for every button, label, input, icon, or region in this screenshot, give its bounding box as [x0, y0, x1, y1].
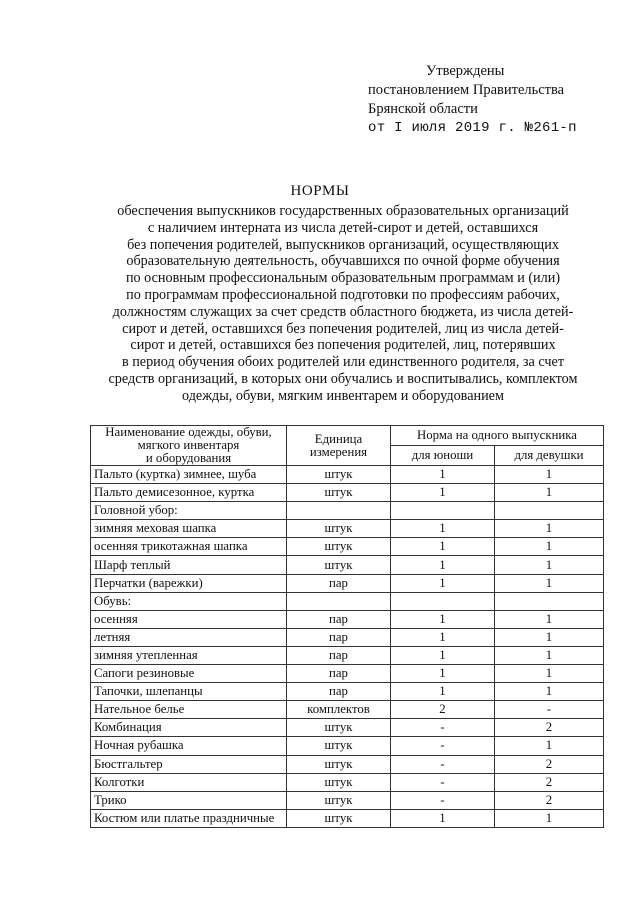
- cell-unit: штук: [287, 484, 391, 502]
- table-row: [91, 520, 604, 538]
- table-row: [91, 556, 604, 574]
- table-header-row: [91, 426, 604, 446]
- header-name-line-3: и оборудования: [145, 451, 232, 465]
- cell-girls: 1: [495, 520, 604, 538]
- cell-girls: 2: [495, 719, 604, 737]
- cell-name: Тапочки, шлепанцы: [91, 683, 287, 701]
- cell-unit: штук: [287, 755, 391, 773]
- cell-unit: пар: [287, 646, 391, 664]
- cell-unit: штук: [287, 809, 391, 827]
- cell-boys: 1: [391, 538, 495, 556]
- header-girls: для девушки: [495, 446, 604, 466]
- table-body: [91, 466, 604, 828]
- table-row: [91, 701, 604, 719]
- document-title: НОРМЫ: [290, 183, 350, 199]
- cell-girls: 1: [495, 646, 604, 664]
- subtitle-line: с наличием интерната из числа детей-сирот и детей, оставшихся: [147, 219, 539, 236]
- table-row: [91, 592, 604, 610]
- cell-boys: -: [391, 719, 495, 737]
- cell-unit: штук: [287, 737, 391, 755]
- subtitle-line: без попечения родителей, выпускников организаций, осуществляющих: [127, 236, 559, 253]
- cell-unit: пар: [287, 665, 391, 683]
- table-row: [91, 646, 604, 664]
- header-unit-line-1: Единица: [314, 431, 363, 446]
- subtitle-line: обеспечения выпускников государственных образовательных организаций: [117, 203, 569, 219]
- approval-line-1: постановлением Правительства: [368, 82, 565, 98]
- cell-name: летняя: [91, 628, 287, 646]
- table-row: [91, 538, 604, 556]
- cell-girls: 1: [495, 809, 604, 827]
- cell-girls: 1: [495, 665, 604, 683]
- cell-girls: [495, 502, 604, 520]
- header-item-name: [91, 426, 287, 466]
- cell-girls: 1: [495, 628, 604, 646]
- cell-name: Ночная рубашка: [91, 737, 287, 755]
- subtitle-line: по основным профессиональным образовательным программам и (или): [125, 270, 561, 287]
- table-row: [91, 773, 604, 791]
- header-name-line-1: Наименование одежды, обуви,: [105, 425, 272, 439]
- cell-boys: -: [391, 737, 495, 755]
- header-name-line-2: мягкого инвентаря: [137, 438, 240, 452]
- cell-boys: 1: [391, 610, 495, 628]
- table-row: [91, 628, 604, 646]
- cell-girls: 1: [495, 737, 604, 755]
- cell-girls: 2: [495, 755, 604, 773]
- cell-name: осенняя трикотажная шапка: [91, 538, 287, 556]
- cell-unit: штук: [287, 520, 391, 538]
- cell-boys: 1: [391, 683, 495, 701]
- cell-name: зимняя меховая шапка: [91, 520, 287, 538]
- table-row: [91, 809, 604, 827]
- cell-boys: 1: [391, 646, 495, 664]
- cell-name: зимняя утепленная: [91, 646, 287, 664]
- table-row: [91, 719, 604, 737]
- cell-name: Перчатки (варежки): [91, 574, 287, 592]
- cell-boys: -: [391, 755, 495, 773]
- subtitle-line: в период обучения обоих родителей или единственного родителя, за счет: [121, 354, 565, 371]
- cell-name: Обувь:: [91, 592, 287, 610]
- table-row: [91, 683, 604, 701]
- table-row: [91, 610, 604, 628]
- cell-name: Комбинация: [91, 719, 287, 737]
- table-row: [91, 574, 604, 592]
- cell-boys: 2: [391, 701, 495, 719]
- cell-unit: штук: [287, 719, 391, 737]
- cell-unit: штук: [287, 773, 391, 791]
- cell-boys: 1: [391, 484, 495, 502]
- norms-table: [90, 425, 604, 828]
- subtitle-line: средств организаций, в которых они обучались и воспитывались, комплектом: [108, 370, 578, 387]
- cell-girls: [495, 592, 604, 610]
- cell-girls: 1: [495, 466, 604, 484]
- cell-unit: пар: [287, 628, 391, 646]
- cell-girls: 1: [495, 556, 604, 574]
- cell-girls: 2: [495, 791, 604, 809]
- cell-boys: 1: [391, 466, 495, 484]
- cell-name: Трико: [91, 791, 287, 809]
- cell-boys: -: [391, 791, 495, 809]
- cell-unit: комплектов: [287, 701, 391, 719]
- table-row: [91, 484, 604, 502]
- cell-girls: 1: [495, 538, 604, 556]
- cell-unit: пар: [287, 610, 391, 628]
- header-norm: Норма на одного выпускника: [391, 426, 604, 446]
- cell-unit: пар: [287, 683, 391, 701]
- table-row: [91, 755, 604, 773]
- cell-boys: 1: [391, 809, 495, 827]
- subtitle-line: должностям служащих за счет средств областного бюджета, из числа детей-: [112, 303, 574, 320]
- cell-girls: 2: [495, 773, 604, 791]
- cell-unit: [287, 592, 391, 610]
- cell-name: Сапоги резиновые: [91, 665, 287, 683]
- cell-unit: [287, 502, 391, 520]
- subtitle-line: сирот и детей, оставшихся без попечения родителей, лиц, потерявших: [130, 337, 556, 354]
- cell-boys: 1: [391, 520, 495, 538]
- cell-boys: 1: [391, 628, 495, 646]
- cell-girls: 1: [495, 683, 604, 701]
- header-unit-line-2: измерения: [309, 444, 368, 459]
- cell-name: Колготки: [91, 773, 287, 791]
- cell-boys: 1: [391, 574, 495, 592]
- document-subtitle: [78, 203, 608, 405]
- table-row: [91, 737, 604, 755]
- cell-name: Пальто демисезонное, куртка: [91, 484, 287, 502]
- cell-boys: 1: [391, 556, 495, 574]
- subtitle-line: образовательную деятельность, обучавшихся по очной форме обучения: [126, 253, 560, 270]
- approval-line-2: Брянской области: [368, 101, 478, 117]
- cell-name: Бюстгальтер: [91, 755, 287, 773]
- cell-unit: штук: [287, 466, 391, 484]
- cell-unit: штук: [287, 556, 391, 574]
- approval-block: [368, 62, 577, 138]
- header-boys: для юноши: [391, 446, 495, 466]
- subtitle-line: сирот и детей, оставшихся без попечения родителей, лиц из числа детей-: [122, 320, 564, 337]
- cell-name: Шарф теплый: [91, 556, 287, 574]
- cell-girls: 1: [495, 610, 604, 628]
- approval-heading: Утверждены: [426, 63, 505, 79]
- cell-name: Головной убор:: [91, 502, 287, 520]
- cell-unit: штук: [287, 538, 391, 556]
- table-row: [91, 791, 604, 809]
- subtitle-line: по программам профессиональной подготовки по профессиям рабочих,: [126, 286, 560, 303]
- table-row: [91, 665, 604, 683]
- cell-name: осенняя: [91, 610, 287, 628]
- cell-name: Нательное белье: [91, 701, 287, 719]
- approval-date: от I июля 2019 г. №261-п: [368, 120, 577, 136]
- cell-boys: [391, 592, 495, 610]
- cell-boys: 1: [391, 665, 495, 683]
- cell-girls: -: [495, 701, 604, 719]
- table-row: [91, 502, 604, 520]
- cell-boys: -: [391, 773, 495, 791]
- header-unit: [287, 426, 391, 466]
- table-row: [91, 466, 604, 484]
- subtitle-line: одежды, обуви, мягким инвентарем и оборудованием: [182, 387, 504, 404]
- cell-boys: [391, 502, 495, 520]
- cell-unit: пар: [287, 574, 391, 592]
- cell-girls: 1: [495, 574, 604, 592]
- cell-name: Костюм или платье праздничные: [91, 809, 287, 827]
- cell-name: Пальто (куртка) зимнее, шуба: [91, 466, 287, 484]
- cell-unit: штук: [287, 791, 391, 809]
- cell-girls: 1: [495, 484, 604, 502]
